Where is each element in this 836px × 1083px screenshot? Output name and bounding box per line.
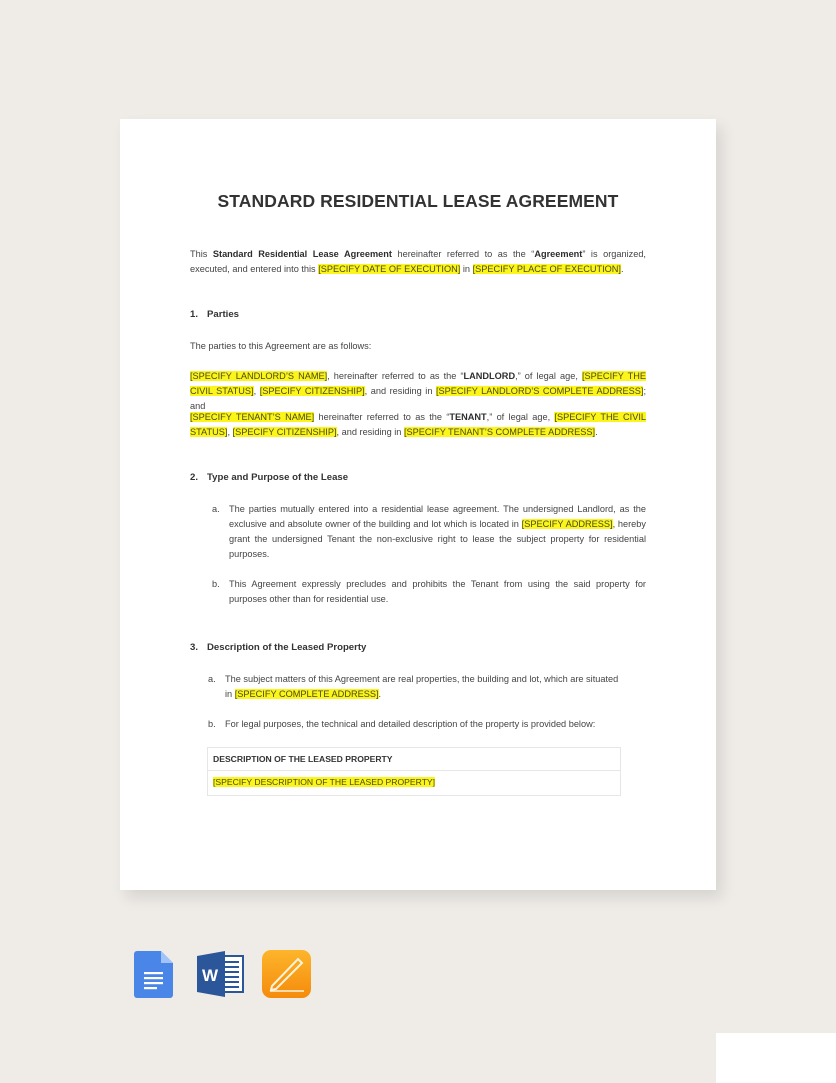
text: . xyxy=(620,264,624,274)
placeholder-citizenship[interactable]: [SPECIFY CITIZENSHIP] xyxy=(232,427,337,437)
text: This Agreement expressly precludes and prohibits the Tenant from using the said property for purposes other than for residential use. xyxy=(229,579,646,604)
bold-text: Standard Residential Lease Agreement xyxy=(212,249,392,259)
google-docs-icon[interactable] xyxy=(134,950,174,1004)
svg-text:W: W xyxy=(201,966,219,985)
document-page xyxy=(120,119,716,890)
table-header: DESCRIPTION OF THE LEASED PROPERTY xyxy=(208,748,620,771)
text: , hereinafter referred to as the “ xyxy=(327,371,464,381)
text: . xyxy=(595,427,598,437)
section-heading-parties xyxy=(190,309,239,320)
text: , xyxy=(227,427,233,437)
section-title: Description of the Leased Property xyxy=(207,642,367,653)
placeholder-address[interactable]: [SPECIFY ADDRESS] xyxy=(521,519,613,529)
placeholder-civil-status[interactable]: [SPECIFY THE CIVIL STATUS] xyxy=(190,371,646,396)
microsoft-word-icon[interactable] xyxy=(195,950,245,1003)
placeholder-citizenship[interactable]: [SPECIFY CITIZENSHIP] xyxy=(259,386,365,396)
placeholder-civil-status[interactable]: [SPECIFY THE CIVIL STATUS] xyxy=(190,412,647,437)
section-heading-leased-property xyxy=(190,642,366,653)
text: This xyxy=(190,249,213,259)
text: The subject matters of this Agreement are real properties, the building and lot, which are situated in xyxy=(225,674,619,699)
tenant-paragraph xyxy=(190,410,646,440)
list-item-2b xyxy=(212,577,646,607)
text: ” is organized, executed, and entered into this xyxy=(190,249,646,274)
bold-text: Agreement xyxy=(534,249,583,259)
leased-property-table xyxy=(207,747,621,796)
placeholder-tenant-address[interactable]: [SPECIFY TENANT’S COMPLETE ADDRESS] xyxy=(403,427,596,437)
section-heading-type-purpose xyxy=(190,472,348,483)
landlord-paragraph xyxy=(190,369,646,414)
list-item-2a xyxy=(212,502,646,562)
list-label: b. xyxy=(212,579,220,589)
text: hereinafter referred to as the “ xyxy=(391,249,535,259)
text: For legal purposes, the technical and detailed description of the property is provided below: xyxy=(225,719,596,729)
list-item-3b xyxy=(208,717,646,732)
text: , and residing in xyxy=(364,386,436,396)
text: . xyxy=(378,689,382,699)
section-number: 2. xyxy=(190,472,199,483)
list-item-3a xyxy=(208,672,625,702)
placeholder-property-description[interactable]: [SPECIFY DESCRIPTION OF THE LEASED PROPERTY] xyxy=(213,777,436,787)
section-number: 1. xyxy=(190,309,199,320)
placeholder-tenant-name[interactable]: [SPECIFY TENANT’S NAME] xyxy=(190,412,315,422)
document-title: STANDARD RESIDENTIAL LEASE AGREEMENT xyxy=(217,191,619,211)
text: ; and xyxy=(190,386,646,411)
text: hereinafter referred to as the “ xyxy=(314,412,450,422)
placeholder-landlord-name[interactable]: [SPECIFY LANDLORD’S NAME] xyxy=(190,371,328,381)
bold-text: TENANT xyxy=(449,412,487,422)
placeholder-complete-address[interactable]: [SPECIFY COMPLETE ADDRESS] xyxy=(234,689,379,699)
text: , hereby grant the undersigned Tenant the non-exclusive right to lease the subject property for residential purposes. xyxy=(229,519,646,559)
list-label: b. xyxy=(208,719,216,729)
text: , and residing in xyxy=(336,427,404,437)
parties-lead xyxy=(190,339,646,354)
intro-paragraph xyxy=(190,247,646,277)
list-label: a. xyxy=(212,504,220,514)
section-title: Parties xyxy=(207,309,239,320)
apple-pages-icon[interactable] xyxy=(262,950,311,1003)
section-title: Type and Purpose of the Lease xyxy=(207,472,349,483)
list-label: a. xyxy=(208,674,216,684)
table-row xyxy=(208,771,620,793)
corner-panel xyxy=(716,1033,836,1083)
text: The parties to this Agreement are as follows: xyxy=(190,341,372,351)
text: ,” of legal age, xyxy=(486,412,555,422)
text: , xyxy=(253,386,260,396)
placeholder-landlord-address[interactable]: [SPECIFY LANDLORD’S COMPLETE ADDRESS] xyxy=(435,386,644,396)
placeholder-place-of-execution[interactable]: [SPECIFY PLACE OF EXECUTION] xyxy=(472,264,621,274)
placeholder-date-of-execution[interactable]: [SPECIFY DATE OF EXECUTION] xyxy=(318,264,461,274)
text: The parties mutually entered into a residential lease agreement. The undersigned Landlord, as the exclusive and absolute owner of the building and lot which is located in xyxy=(229,504,646,529)
text: in xyxy=(460,264,473,274)
text: ,” of legal age, xyxy=(515,371,582,381)
bold-text: LANDLORD xyxy=(463,371,516,381)
section-number: 3. xyxy=(190,642,199,653)
